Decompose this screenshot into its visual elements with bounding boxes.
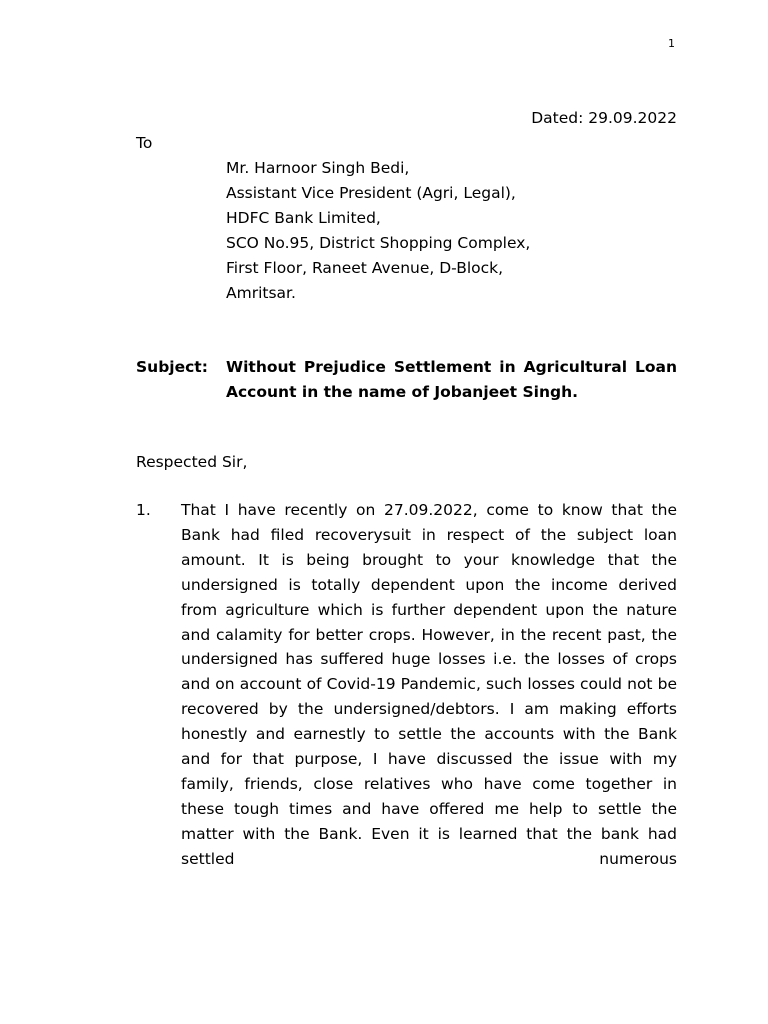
paragraph-body: That I have recently on 27.09.2022, come to know that the Bank had filed recoverysuit in respect of the subject loan amount. It is being brought to your knowledge that the undersigned is totally dependent upon the income derived from agriculture which is further dependent upon the nature and calamity for better crops. However, in the recent past, the undersigned has suffered huge losses i.e. the losses of crops and on account of Covid-19 Pandemic, such losses could not be recovered by the undersigned/debtors. I am making efforts honestly and earnestly to settle the accounts with the Bank and for that purpose, I have discussed the issue with my family, friends, close relatives who have come together in these tough times and have offered me help to settle the matter with the Bank. Even it is learned that the bank had settled numerous [181, 501, 677, 868]
letter-date: Dated: 29.09.2022 [531, 109, 677, 127]
address-line-bank: HDFC Bank Limited, [226, 209, 381, 227]
subject-text: Without Prejudice Settlement in Agricultural Loan Account in the name of Jobanjeet Singh. [226, 358, 677, 401]
address-line-floor: First Floor, Raneet Avenue, D-Block, [226, 259, 504, 277]
page-number: 1 [668, 37, 675, 50]
paragraph-number: 1. [136, 501, 151, 519]
address-line-name: Mr. Harnoor Singh Bedi, [226, 159, 410, 177]
address-line-city: Amritsar. [226, 284, 296, 302]
subject-label: Subject: [136, 358, 208, 376]
address-line-street: SCO No.95, District Shopping Complex, [226, 234, 531, 252]
salutation: Respected Sir, [136, 453, 248, 471]
recipient-address [226, 157, 530, 307]
address-line-designation: Assistant Vice President (Agri, Legal), [226, 184, 516, 202]
to-label: To [136, 134, 153, 152]
